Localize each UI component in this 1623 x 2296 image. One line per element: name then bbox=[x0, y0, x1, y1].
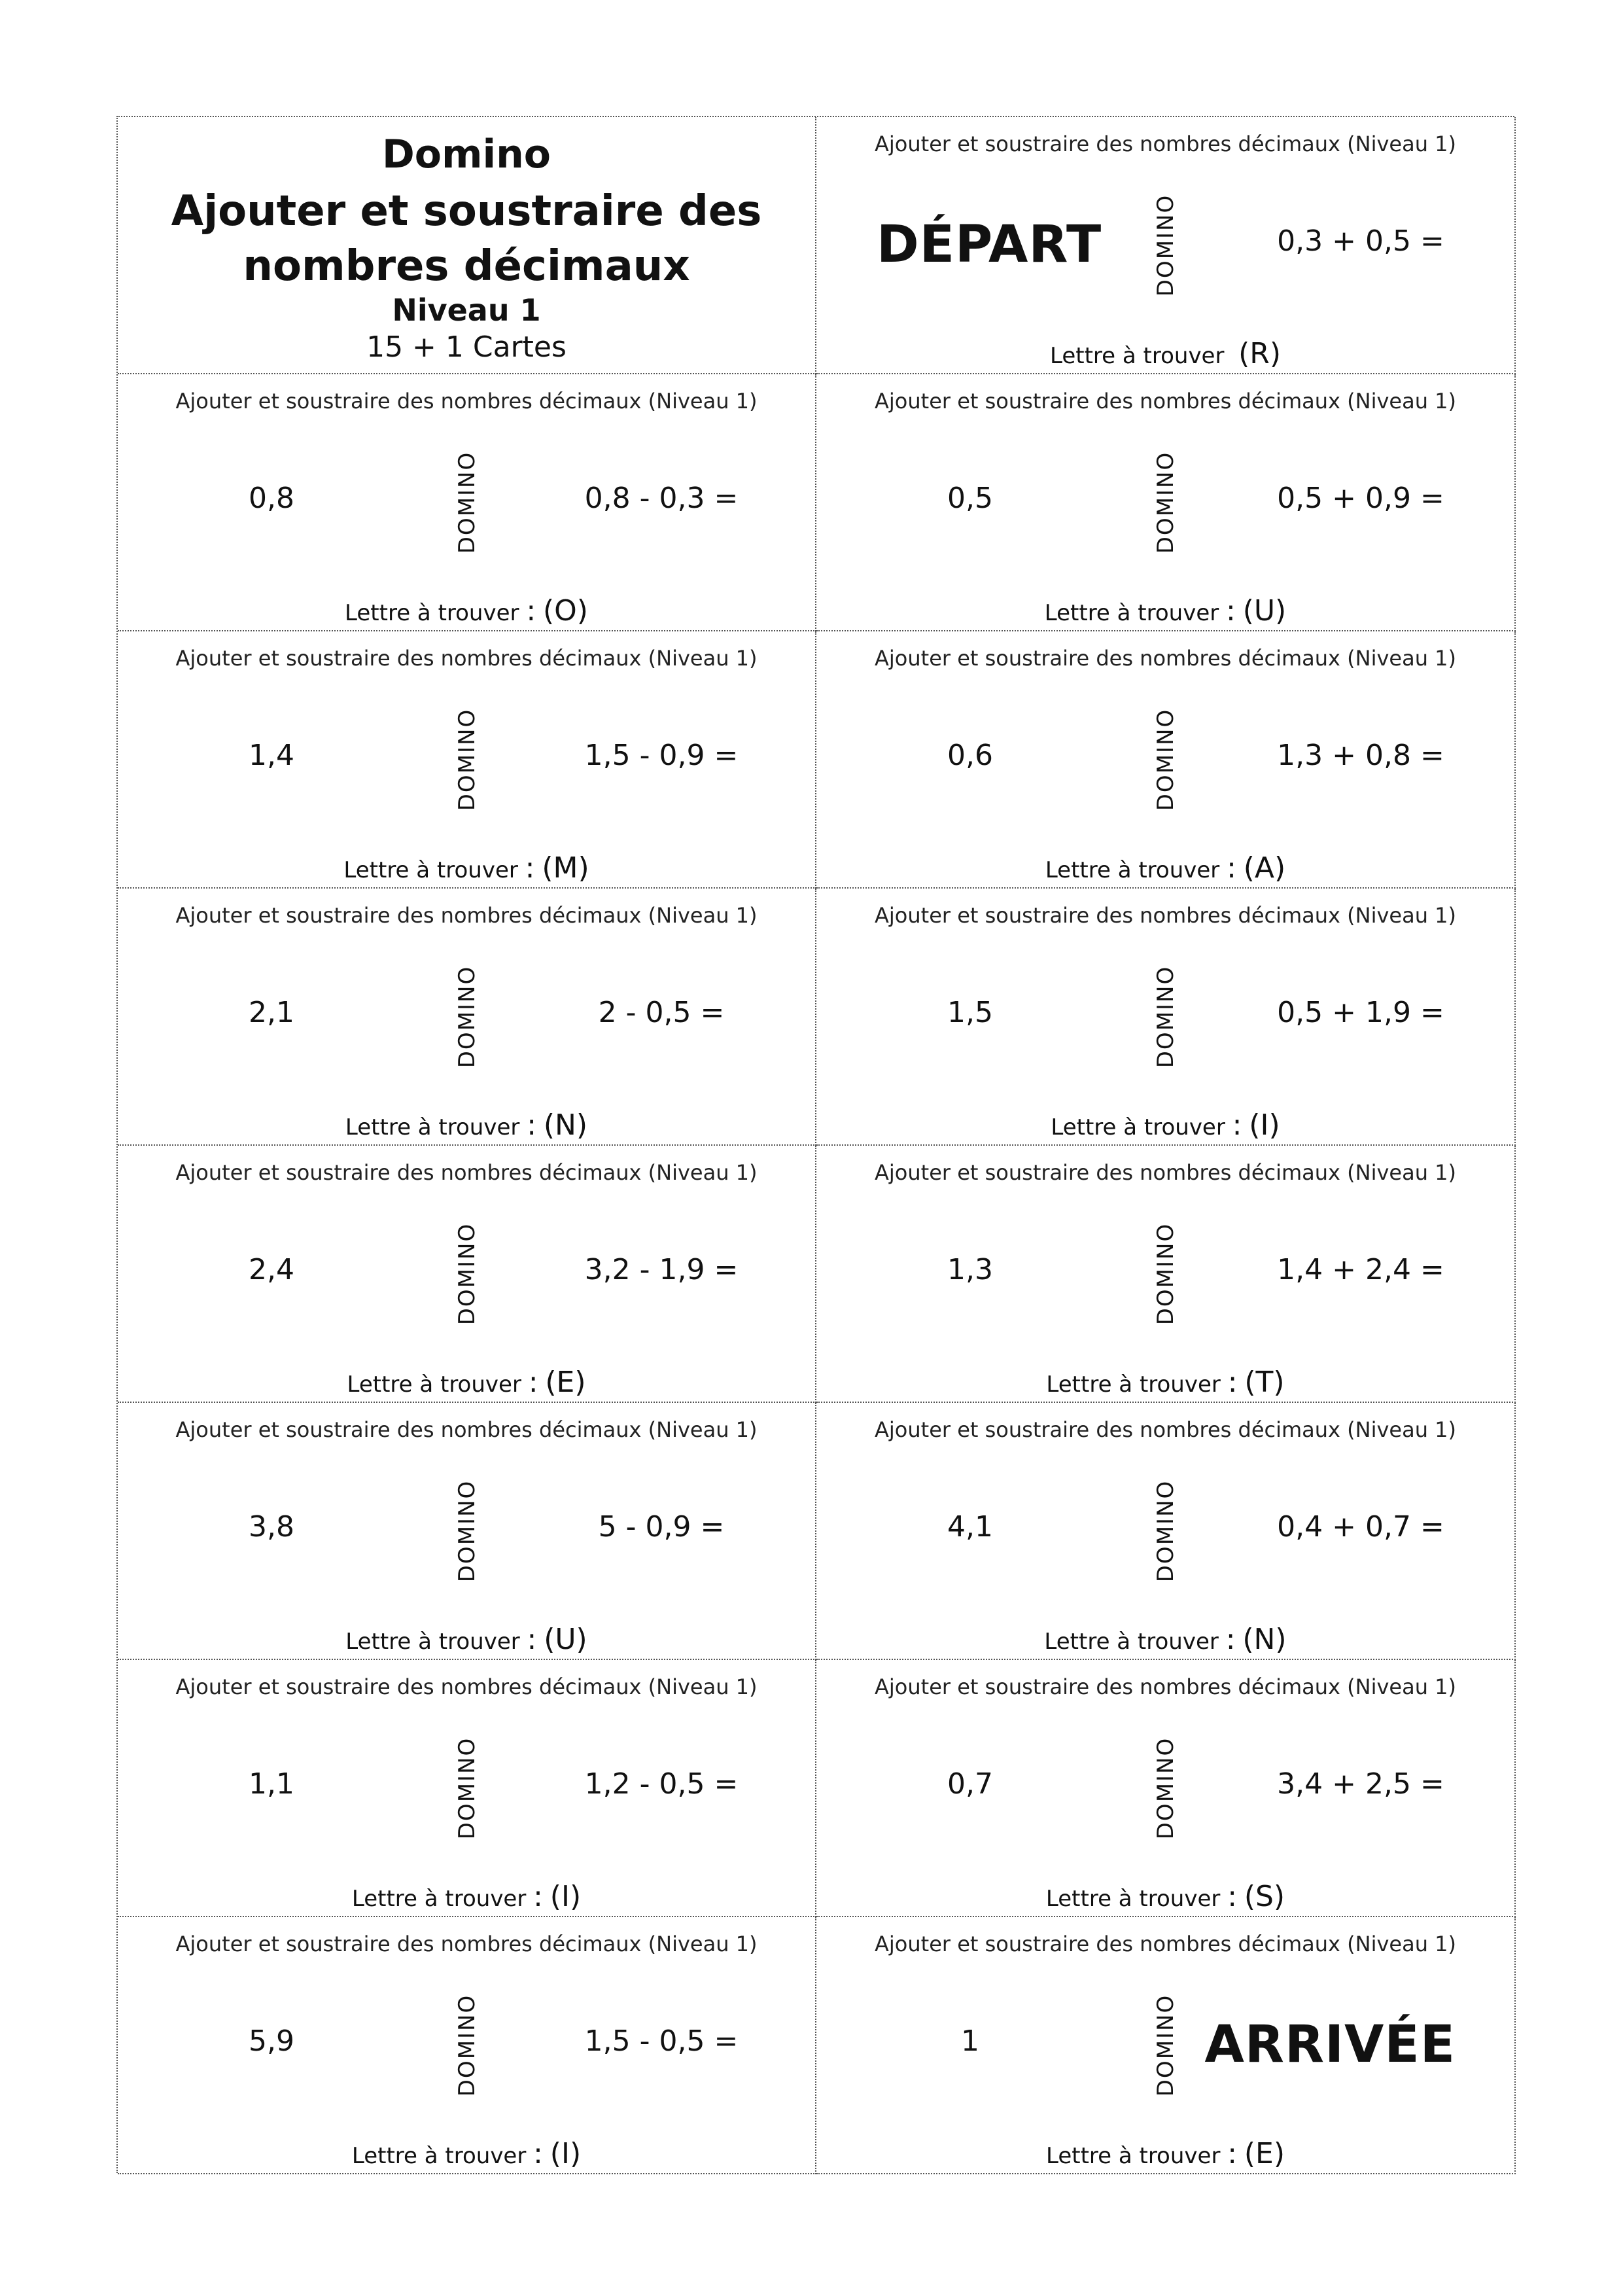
footer-colon: : bbox=[1227, 851, 1236, 885]
domino-label: DOMINO bbox=[1153, 965, 1179, 1069]
card-footer bbox=[118, 1366, 815, 1399]
card-answer: 2,4 bbox=[249, 1253, 294, 1286]
footer-colon: : bbox=[528, 1366, 538, 1399]
domino-card bbox=[816, 1660, 1516, 1917]
start-card bbox=[816, 117, 1516, 374]
domino-label: DOMINO bbox=[454, 708, 480, 811]
domino-card bbox=[118, 631, 816, 889]
card-header: Ajouter et soustraire des nombres décimaux (Niveau 1) bbox=[875, 1160, 1456, 1185]
footer-label: Lettre à trouver bbox=[345, 600, 519, 626]
card-question: 1,5 - 0,9 = bbox=[584, 739, 739, 772]
footer-label: Lettre à trouver bbox=[345, 1114, 520, 1140]
card-answer: 1,4 bbox=[249, 739, 294, 772]
domino-label: DOMINO bbox=[1153, 1222, 1179, 1326]
domino-card bbox=[118, 1917, 816, 2174]
footer-colon: : bbox=[527, 1108, 537, 1142]
domino-label: DOMINO bbox=[454, 1479, 480, 1583]
footer-colon: : bbox=[1225, 1623, 1236, 1656]
title-level: Niveau 1 bbox=[392, 292, 541, 328]
letter-to-find: (O) bbox=[542, 594, 588, 627]
domino-label: DOMINO bbox=[1153, 1994, 1179, 2097]
card-question: 1,3 + 0,8 = bbox=[1277, 739, 1444, 772]
card-header: Ajouter et soustraire des nombres décimaux (Niveau 1) bbox=[875, 1932, 1456, 1956]
card-question: 1,5 - 0,5 = bbox=[584, 2024, 739, 2058]
card-question: 0,4 + 0,7 = bbox=[1277, 1510, 1444, 1544]
domino-label: DOMINO bbox=[454, 451, 480, 554]
card-answer: 2,1 bbox=[249, 996, 294, 1029]
card-footer bbox=[816, 1108, 1514, 1142]
letter-to-find: (R) bbox=[1238, 337, 1281, 370]
footer-colon: : bbox=[527, 1623, 537, 1656]
card-header: Ajouter et soustraire des nombres décimaux (Niveau 1) bbox=[875, 1417, 1456, 1442]
domino-card bbox=[118, 1403, 816, 1660]
domino-sheet bbox=[116, 116, 1514, 2173]
card-footer bbox=[118, 1623, 815, 1656]
start-label: DÉPART bbox=[877, 215, 1102, 274]
card-question: 3,2 - 1,9 = bbox=[584, 1253, 739, 1286]
card-header: Ajouter et soustraire des nombres décimaux (Niveau 1) bbox=[175, 1674, 758, 1699]
card-question: 0,8 - 0,3 = bbox=[584, 482, 739, 515]
card-answer: 0,6 bbox=[947, 739, 993, 772]
card-header: Ajouter et soustraire des nombres décimaux (Niveau 1) bbox=[175, 1160, 758, 1185]
card-footer bbox=[816, 1880, 1514, 1913]
end-card bbox=[816, 1917, 1516, 2174]
footer-colon: : bbox=[1227, 1880, 1238, 1913]
card-question: 0,5 + 0,9 = bbox=[1277, 482, 1444, 515]
card-question: 0,3 + 0,5 = bbox=[1277, 224, 1444, 258]
domino-card bbox=[118, 889, 816, 1146]
card-footer bbox=[118, 1108, 815, 1142]
card-header: Ajouter et soustraire des nombres décimaux (Niveau 1) bbox=[875, 903, 1456, 928]
footer-label: Lettre à trouver bbox=[1044, 1629, 1219, 1655]
card-question: 1,4 + 2,4 = bbox=[1277, 1253, 1444, 1286]
card-footer bbox=[816, 1366, 1514, 1399]
footer-label: Lettre à trouver bbox=[1051, 1114, 1225, 1140]
card-footer bbox=[816, 594, 1514, 627]
letter-to-find: (U) bbox=[544, 1623, 587, 1656]
card-answer: 1,5 bbox=[947, 996, 993, 1029]
title-domino: Domino bbox=[381, 132, 551, 177]
card-question: 3,4 + 2,5 = bbox=[1277, 1767, 1444, 1801]
domino-card bbox=[816, 1403, 1516, 1660]
card-answer: 1,1 bbox=[249, 1767, 294, 1801]
card-header: Ajouter et soustraire des nombres décimaux (Niveau 1) bbox=[175, 1417, 758, 1442]
title-card bbox=[118, 117, 816, 374]
letter-to-find: (N) bbox=[543, 1108, 588, 1142]
domino-card bbox=[118, 1660, 816, 1917]
domino-label: DOMINO bbox=[1153, 1479, 1179, 1583]
domino-card bbox=[816, 631, 1516, 889]
letter-to-find: (E) bbox=[545, 1366, 586, 1399]
letter-to-find: (S) bbox=[1244, 1880, 1285, 1913]
footer-label: Lettre à trouver bbox=[1045, 1886, 1221, 1912]
card-answer: 1 bbox=[961, 2024, 979, 2058]
card-answer: 0,7 bbox=[947, 1767, 993, 1801]
footer-colon: : bbox=[533, 2137, 543, 2170]
domino-card bbox=[816, 374, 1516, 631]
card-header: Ajouter et soustraire des nombres décimaux (Niveau 1) bbox=[175, 903, 758, 928]
card-footer bbox=[816, 337, 1514, 370]
letter-to-find: (I) bbox=[550, 2137, 582, 2170]
domino-card bbox=[118, 374, 816, 631]
title-subject-line1: Ajouter et soustraire des bbox=[171, 187, 762, 236]
footer-colon: : bbox=[1227, 2137, 1238, 2170]
domino-label: DOMINO bbox=[454, 1222, 480, 1326]
footer-label: Lettre à trouver bbox=[351, 2143, 527, 2169]
card-answer: 0,8 bbox=[249, 482, 294, 515]
card-answer: 0,5 bbox=[947, 482, 993, 515]
card-header: Ajouter et soustraire des nombres décimaux (Niveau 1) bbox=[175, 1932, 758, 1956]
card-answer: 4,1 bbox=[947, 1510, 993, 1544]
card-footer bbox=[816, 851, 1514, 885]
footer-label: Lettre à trouver bbox=[343, 857, 518, 883]
card-footer bbox=[118, 1880, 815, 1913]
footer-label: Lettre à trouver bbox=[345, 1629, 520, 1655]
card-header: Ajouter et soustraire des nombres décimaux (Niveau 1) bbox=[875, 389, 1456, 414]
letter-to-find: (U) bbox=[1242, 594, 1287, 627]
domino-label: DOMINO bbox=[454, 1737, 480, 1840]
card-footer bbox=[816, 1623, 1514, 1656]
card-question: 5 - 0,9 = bbox=[598, 1510, 725, 1544]
card-question: 1,2 - 0,5 = bbox=[584, 1767, 739, 1801]
footer-colon: : bbox=[1227, 1366, 1238, 1399]
letter-to-find: (E) bbox=[1244, 2137, 1285, 2170]
title-subject bbox=[118, 184, 815, 294]
card-footer bbox=[816, 2137, 1514, 2170]
card-header: Ajouter et soustraire des nombres décimaux (Niveau 1) bbox=[175, 389, 758, 414]
card-answer: 1,3 bbox=[947, 1253, 993, 1286]
domino-card bbox=[118, 1146, 816, 1403]
card-question: 0,5 + 1,9 = bbox=[1277, 996, 1444, 1029]
card-header: Ajouter et soustraire des nombres décimaux (Niveau 1) bbox=[875, 646, 1456, 671]
card-header: Ajouter et soustraire des nombres décimaux (Niveau 1) bbox=[875, 132, 1456, 156]
letter-to-find: (I) bbox=[1249, 1108, 1280, 1142]
domino-label: DOMINO bbox=[1153, 451, 1179, 554]
letter-to-find: (N) bbox=[1242, 1623, 1287, 1656]
card-answer: 3,8 bbox=[249, 1510, 294, 1544]
title-card-count: 15 + 1 Cartes bbox=[366, 330, 567, 364]
letter-to-find: (I) bbox=[550, 1880, 582, 1913]
card-header: Ajouter et soustraire des nombres décimaux (Niveau 1) bbox=[175, 646, 758, 671]
card-answer: 5,9 bbox=[249, 2024, 294, 2058]
footer-label: Lettre à trouver bbox=[1045, 857, 1220, 883]
domino-label: DOMINO bbox=[1153, 708, 1179, 811]
domino-label: DOMINO bbox=[1153, 1737, 1179, 1840]
letter-to-find: (T) bbox=[1244, 1366, 1285, 1399]
footer-colon: : bbox=[525, 851, 535, 885]
domino-label: DOMINO bbox=[1153, 194, 1179, 297]
footer-label: Lettre à trouver bbox=[1046, 1371, 1221, 1398]
footer-colon: : bbox=[533, 1880, 543, 1913]
card-header: Ajouter et soustraire des nombres décimaux (Niveau 1) bbox=[875, 1674, 1456, 1699]
footer-label: Lettre à trouver bbox=[351, 1886, 527, 1912]
card-footer bbox=[118, 851, 815, 885]
domino-label: DOMINO bbox=[454, 1994, 480, 2097]
domino-card bbox=[816, 1146, 1516, 1403]
footer-label: Lettre à trouver bbox=[1045, 2143, 1221, 2169]
letter-to-find: (M) bbox=[542, 851, 589, 885]
letter-to-find: (A) bbox=[1243, 851, 1286, 885]
footer-label: Lettre à trouver bbox=[347, 1371, 521, 1398]
end-label: ARRIVÉE bbox=[1204, 2015, 1456, 2074]
footer-colon: : bbox=[526, 594, 536, 627]
footer-colon: : bbox=[1232, 1108, 1242, 1142]
footer-label: Lettre à trouver bbox=[1050, 343, 1225, 369]
card-question: 2 - 0,5 = bbox=[598, 996, 725, 1029]
domino-card bbox=[816, 889, 1516, 1146]
card-footer bbox=[118, 2137, 815, 2170]
title-subject-line2: nombres décimaux bbox=[243, 242, 690, 291]
footer-label: Lettre à trouver bbox=[1044, 600, 1219, 626]
footer-colon: : bbox=[1226, 594, 1236, 627]
card-footer bbox=[118, 594, 815, 627]
domino-label: DOMINO bbox=[454, 965, 480, 1069]
